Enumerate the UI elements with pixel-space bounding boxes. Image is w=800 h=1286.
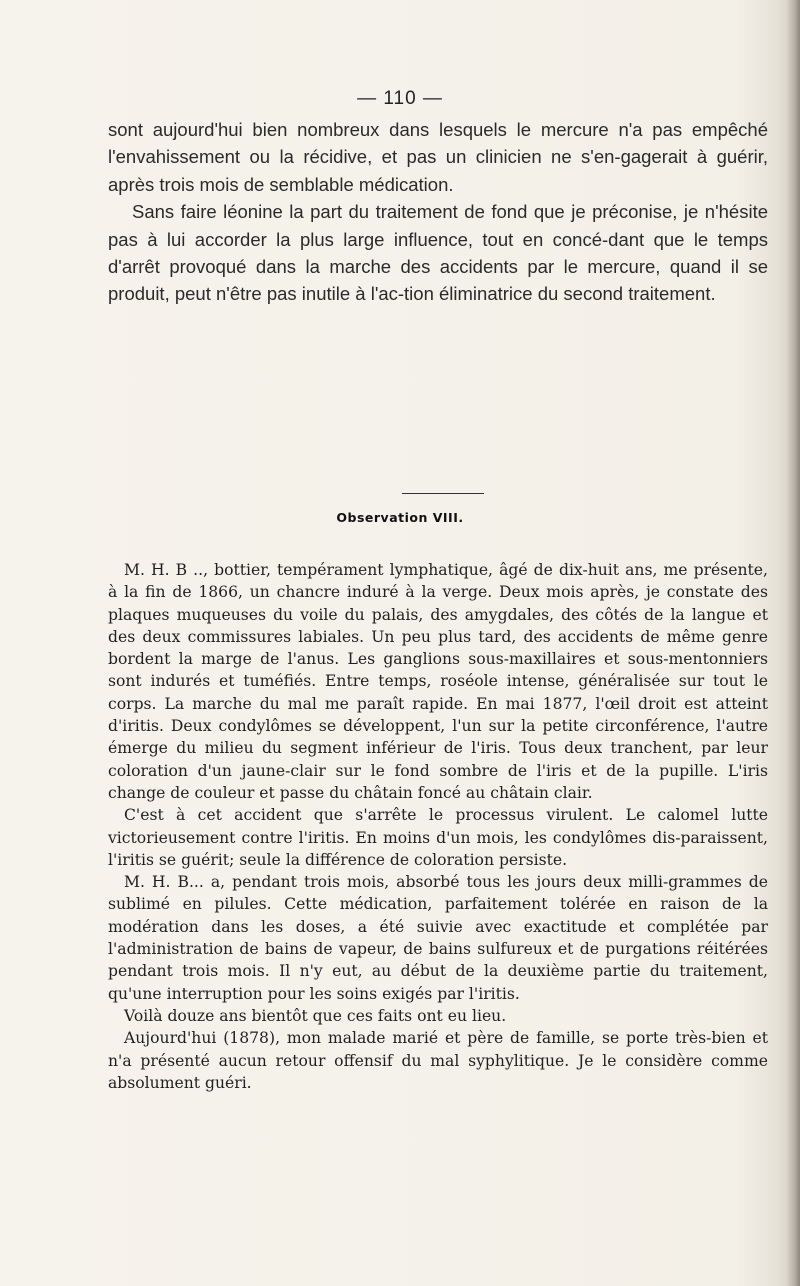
observation-body [108, 559, 768, 1094]
intro-paragraph-2: Sans faire léonine la part du traitement de fond que je préconise, je n'hésite pas à lui accorder la plus large influence, tout en concé-dant que le temps d'arrêt provoqué dans la marche des accidents par le mercure, quand il se produit, peut n'être pas inutile à l'ac-tion éliminatrice du second traitement. [108, 201, 768, 305]
observation-paragraph-2: C'est à cet accident que s'arrête le processus virulent. Le calomel lutte victorieusement contre l'iritis. En moins d'un mois, les condylômes dis-paraissent, l'iritis se guérit; seule la différence de coloration persiste. [108, 806, 768, 869]
page-edge-shadow [786, 0, 800, 1286]
observation-paragraph-5: Aujourd'hui (1878), mon malade marié et père de famille, se porte très-bien et n'a présenté aucun retour offensif du mal syphylitique. Je le considère comme absolument guéri. [108, 1029, 768, 1092]
observation-paragraph-3: M. H. B... a, pendant trois mois, absorbé tous les jours deux milli-grammes de sublimé en pilules. Cette médication, parfaitement tolérée en raison de la modération dans les doses, a été suivie avec exactitude et complétée par l'administration de bains de vapeur, de bains sulfureux et de purgations réitérées pendant trois mois. Il n'y eut, au début de la deuxième partie du traitement, qu'une interruption pour les soins exigés par l'iritis. [108, 873, 768, 1003]
section-divider [402, 493, 484, 494]
intro-text [108, 116, 768, 308]
page-number: — 110 — [357, 88, 443, 109]
intro-paragraph-1: sont aujourd'hui bien nombreux dans lesquels le mercure n'a pas empêché l'envahissement ou la récidive, et pas un clinicien ne s'en-gagerait à guérir, après trois mois de semblable médication. [108, 119, 768, 195]
observation-title: Observation VIII. [336, 510, 464, 525]
observation-paragraph-1: M. H. B .., bottier, tempérament lymphatique, âgé de dix-huit ans, me présente, à la fin de 1866, un chancre induré à la verge. Deux mois après, je constate des plaques muqueuses du voile du palais, des amygdales, des côtés de la langue et des deux commissures labiales. Un peu plus tard, des accidents de même genre bordent la marge de l'anus. Les ganglions sous-maxillaires et sous-mentonniers sont indurés et tuméfiés. Entre temps, roséole intense, généralisée sur tout le corps. La marche du mal me paraît rapide. En mai 1877, l'œil droit est atteint d'iritis. Deux condylômes se développent, l'un sur la petite circonférence, l'autre émerge du milieu du segment inférieur de l'iris. Tous deux tranchent, par leur coloration d'un jaune-clair sur le fond sombre de l'iris et de la pupille. L'iris change de couleur et passe du châtain foncé au châtain clair. [108, 561, 768, 802]
observation-paragraph-4: Voilà douze ans bientôt que ces faits ont eu lieu. [124, 1006, 507, 1025]
